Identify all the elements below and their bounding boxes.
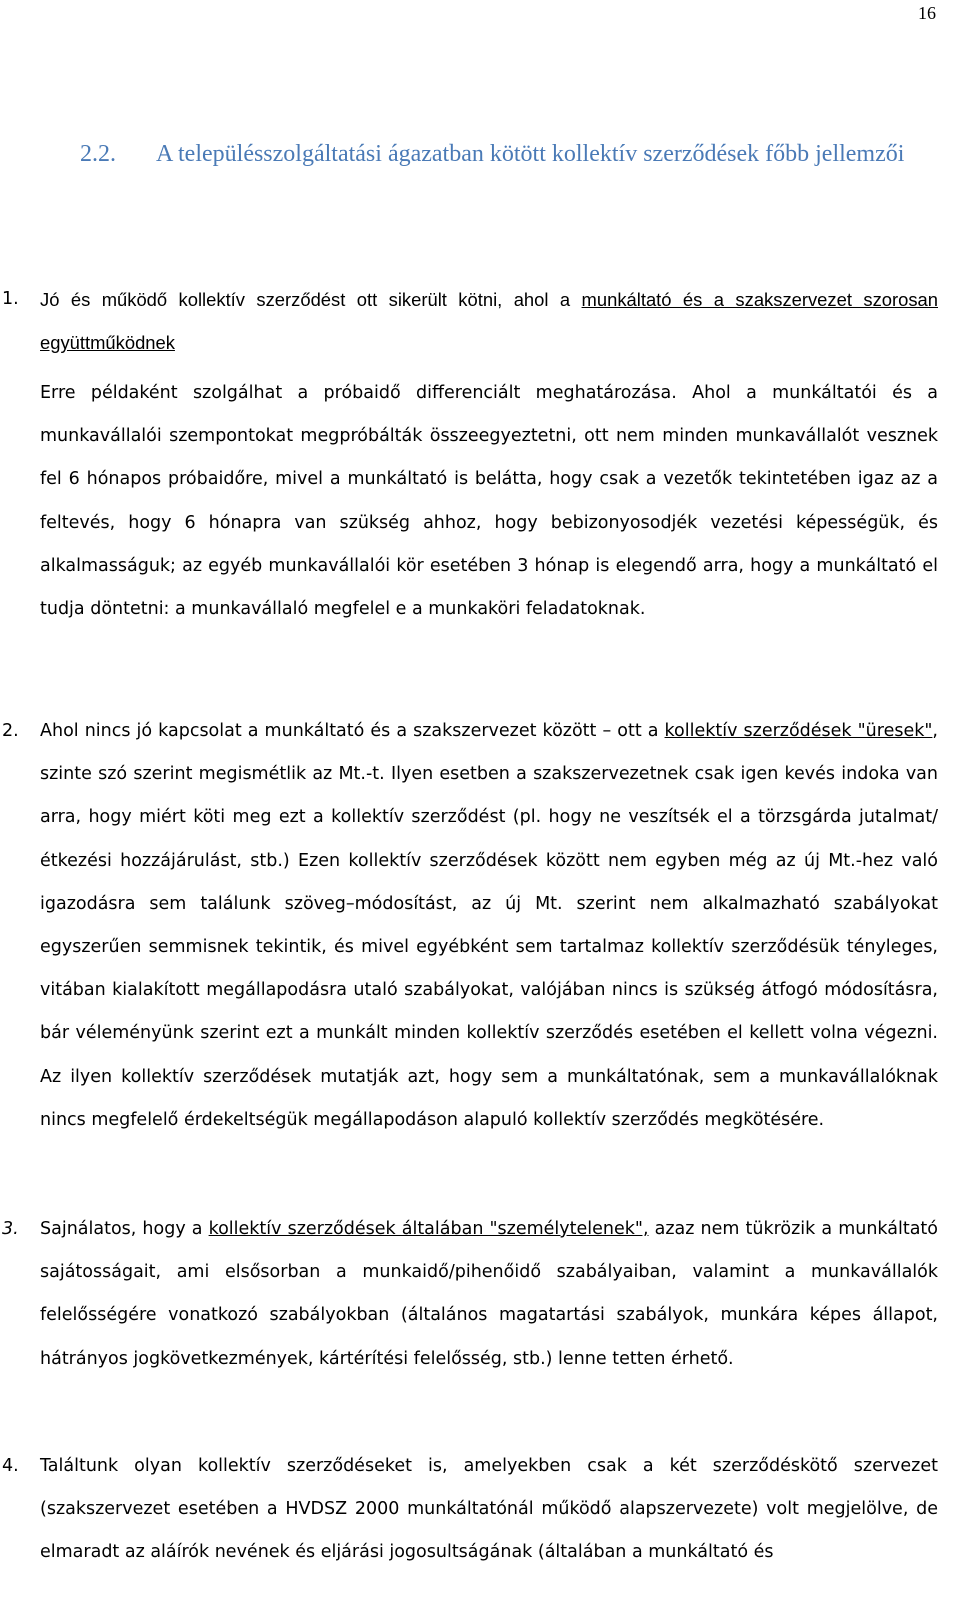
underlined-text: kollektív szerződések általában "személytelenek", bbox=[208, 1219, 649, 1239]
list-item bbox=[2, 710, 938, 1142]
paragraph-text: Ahol nincs jó kapcsolat a munkáltató és a szakszervezet között – ott a bbox=[40, 721, 665, 741]
section-number: 2.2. bbox=[80, 141, 116, 167]
section-title: A településszolgáltatási ágazatban kötött kollektív szerződések főbb jellemzői bbox=[156, 141, 905, 167]
list-item-number: 4. bbox=[2, 1456, 19, 1476]
list-item-paragraph: Találtunk olyan kollektív szerződéseket is, amelyekben csak a két szerződéskötő szervezet (szakszervezet esetében a HVDSZ 2000 munkáltatónál működő alapszervezete) volt megjelölve, de elmaradt az aláírók nevének és eljárási jogosultságának (általában a munkáltató és bbox=[40, 1456, 938, 1563]
list-item-paragraph: Erre példaként szolgálhat a próbaidő differenciált meghatározása. Ahol a munkáltatói és a munkavállalói szempontokat megpróbálták összeegyeztetni, ott nem minden munkavállalót vesznek fel 6 hónapos próbaidőre, mivel a munkáltató is belátta, hogy csak a vezetők tekintetében igaz az a feltevés, hogy 6 hónapra van szükség ahhoz, hogy bebizonyosodjék vezetési képességük, és alkalmasságuk; az egyéb munkavállalói kör esetében 3 hónap is elegendő arra, hogy a munkáltató el tudja döntetni: a munkavállaló megfelel e a munkaköri feladatoknak. bbox=[40, 383, 938, 620]
list-item bbox=[2, 278, 938, 631]
list-item-lead bbox=[40, 278, 938, 364]
underlined-text: kollektív szerződések "üresek" bbox=[664, 721, 933, 741]
section-heading bbox=[80, 134, 940, 175]
list-item-number: 3. bbox=[2, 1219, 19, 1239]
lead-text: Jó és működő kollektív szerződést ott sikerült kötni, ahol a bbox=[40, 289, 582, 310]
list-item-number: 1. bbox=[2, 289, 19, 309]
lead-underlined-text: munkáltató és a szakszervezet szorosan együttműködnek bbox=[40, 289, 938, 353]
list-item-paragraph bbox=[40, 710, 938, 1142]
list-item-number: 2. bbox=[2, 721, 19, 741]
list-item-paragraph bbox=[40, 1208, 938, 1381]
paragraph-text: azaz nem tükrözik a munkáltató sajátosságait, ami elsősorban a munkaidő/pihenőidő szabályaiban, valamint a munkavállalók felelősségére vonatkozó szabályokban (általános magatartási szabályok, munkára képes állapot, hátrányos jogkövetkezmények, kártérítési felelősség, stb.) lenne tetten érhető. bbox=[40, 1219, 938, 1369]
list-item-body bbox=[40, 1445, 938, 1575]
list-item-body bbox=[40, 1208, 938, 1381]
list-item-body bbox=[40, 278, 938, 631]
list-item-body bbox=[40, 710, 938, 1142]
list-item bbox=[2, 1445, 938, 1575]
paragraph-text: , szinte szó szerint megismétlik az Mt.-t. Ilyen esetben a szakszervezetnek csak igen kevés indoka van arra, hogy miért köti meg ezt a kollektív szerződést (pl. hogy ne veszítsék el a törzsgárda jutalmat/étkezési hozzájárulást, stb.) Ezen kollektív szerződések között nem egyben még az új Mt.-hez való igazodásra sem találunk szöveg–módosítást, az új Mt. szerint nem alkalmazható szabályokat egyszerűen semmisnek tekintik, és mivel egyébként sem tartalmaz kollektív szerződésük tényleges, vitában kialakított megállapodásra utaló szabályokat, valójában nincs is szükség átfogó módosításra, bár véleményünk szerint ezt a munkált minden kollektív szerződés esetében el kellett volna végezni. Az ilyen kollektív szerződések mutatják azt, hogy sem a munkáltatónak, sem a munkavállalóknak nincs megfelelő érdekeltségük megállapodáson alapuló kollektív szerződés megkötésére. bbox=[40, 721, 938, 1130]
paragraph-text: Sajnálatos, hogy a bbox=[40, 1219, 209, 1239]
page-number: 16 bbox=[918, 3, 936, 23]
list-item bbox=[2, 1208, 938, 1381]
